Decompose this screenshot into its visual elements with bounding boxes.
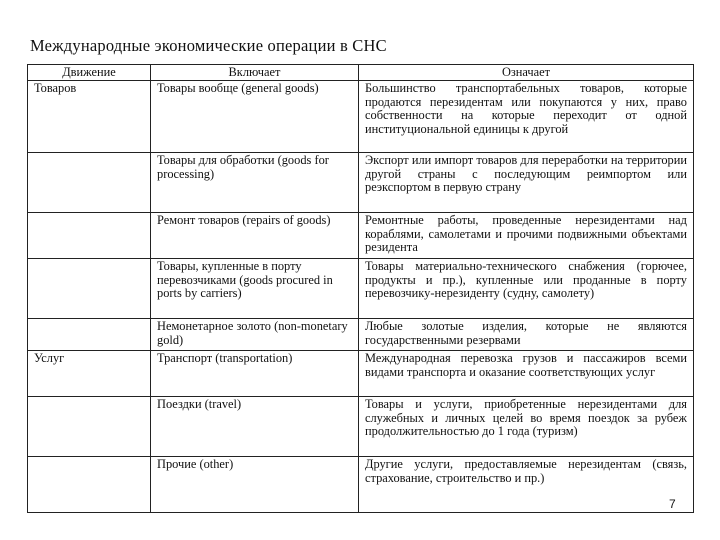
meaning-cell: Ремонтные работы, проведенные нерезидентами над кораблями, самолетами и прочими подвижными объектами резидента [359, 213, 694, 259]
includes-cell: Ремонт товаров (repairs of goods) [151, 213, 359, 259]
table-row [28, 153, 694, 213]
includes-cell: Товары вообще (general goods) [151, 81, 359, 153]
meaning-cell: Большинство транспортабельных товаров, которые продаются перезидентам или покупаются у них, право собственности на которые переходит от одной институциональной единицы к другой [359, 81, 694, 153]
includes-cell: Товары для обработки (goods for processing) [151, 153, 359, 213]
column-header-includes: Включает [151, 65, 359, 81]
column-header-movement: Движение [28, 65, 151, 81]
operations-table [27, 64, 694, 513]
includes-cell: Товары, купленные в порту перевозчиками (goods procured in ports by carriers) [151, 259, 359, 319]
movement-cell-empty [28, 213, 151, 259]
movement-cell: Услуг [28, 351, 151, 397]
meaning-cell: Экспорт или импорт товаров для переработки на территории другой страны с последующим реимпортом или реэкспортом в первую страну [359, 153, 694, 213]
table-header-row [28, 65, 694, 81]
movement-cell-empty [28, 397, 151, 457]
meaning-cell: Любые золотые изделия, которые не являются государственными резервами [359, 319, 694, 351]
movement-cell: Товаров [28, 81, 151, 153]
includes-cell: Прочие (other) [151, 457, 359, 513]
meaning-cell: Другие услуги, предоставляемые нерезидентам (связь, страхование, строительство и пр.) [359, 457, 694, 513]
table-row [28, 259, 694, 319]
includes-cell: Немонетарное золото (non-monetary gold) [151, 319, 359, 351]
movement-cell-empty [28, 259, 151, 319]
meaning-cell: Товары материально-технического снабжения (горючее, продукты и пр.), купленные или проданные в порту перевозчику-нерезиденту (судну, самолету) [359, 259, 694, 319]
page-number: 7 [669, 497, 676, 511]
table-row [28, 81, 694, 153]
table-row [28, 397, 694, 457]
table-row [28, 457, 694, 513]
movement-cell-empty [28, 153, 151, 213]
column-header-meaning: Означает [359, 65, 694, 81]
page-title: Международные экономические операции в СНС [30, 36, 387, 55]
movement-cell-empty [28, 457, 151, 513]
includes-cell: Транспорт (transportation) [151, 351, 359, 397]
table-row [28, 351, 694, 397]
meaning-cell: Товары и услуги, приобретенные нерезидентами для служебных и личных целей во время поездок за рубеж продолжительностью до 1 года (туризм) [359, 397, 694, 457]
movement-cell-empty [28, 319, 151, 351]
table-row [28, 213, 694, 259]
includes-cell: Поездки (travel) [151, 397, 359, 457]
meaning-cell: Международная перевозка грузов и пассажиров всеми видами транспорта и оказание соответствующих услуг [359, 351, 694, 397]
table-row [28, 319, 694, 351]
